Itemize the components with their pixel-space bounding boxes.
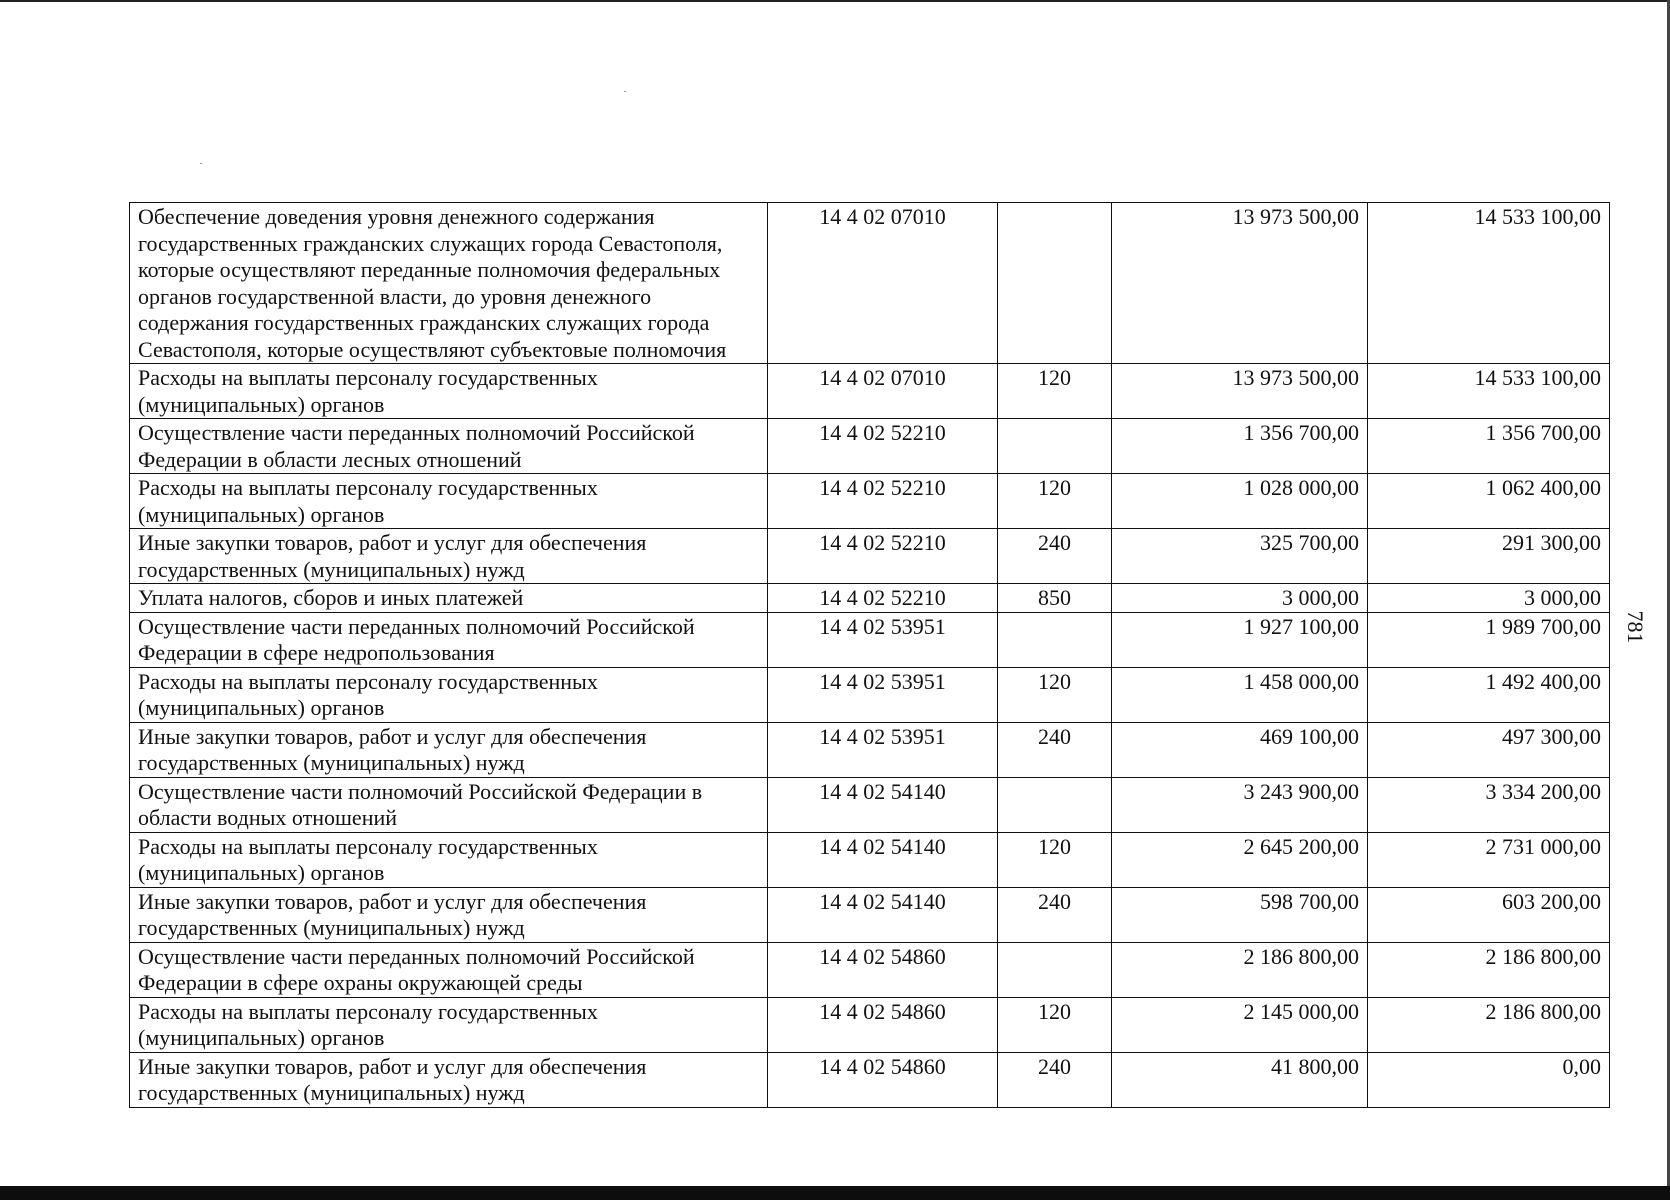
expense-type-code [998,612,1112,667]
target-article-code: 14 4 02 54860 [768,942,998,997]
amount-year-2: 1 989 700,00 [1368,612,1610,667]
target-article-code: 14 4 02 53951 [768,722,998,777]
row-name: Иные закупки товаров, работ и услуг для обеспечения государственных (муниципальных) нужд [130,887,768,942]
table-row [130,529,1610,584]
table-row [130,203,1610,364]
amount-year-1: 13 973 500,00 [1112,203,1368,364]
row-name: Иные закупки товаров, работ и услуг для обеспечения государственных (муниципальных) нужд [130,529,768,584]
amount-year-2: 291 300,00 [1368,529,1610,584]
target-article-code: 14 4 02 53951 [768,612,998,667]
amount-year-1: 1 356 700,00 [1112,419,1368,474]
target-article-code: 14 4 02 54140 [768,887,998,942]
table-row [130,612,1610,667]
target-article-code: 14 4 02 54860 [768,1052,998,1107]
amount-year-1: 2 645 200,00 [1112,832,1368,887]
amount-year-2: 3 000,00 [1368,584,1610,613]
target-article-code: 14 4 02 54140 [768,777,998,832]
expense-type-code: 240 [998,722,1112,777]
amount-year-2: 2 731 000,00 [1368,832,1610,887]
table-row [130,942,1610,997]
amount-year-2: 0,00 [1368,1052,1610,1107]
row-name: Осуществление части переданных полномочий Российской Федерации в сфере недропользования [130,612,768,667]
amount-year-1: 469 100,00 [1112,722,1368,777]
amount-year-2: 1 062 400,00 [1368,474,1610,529]
table-row [130,997,1610,1052]
expense-type-code: 240 [998,1052,1112,1107]
scan-top-border [0,0,1670,2]
table-row [130,887,1610,942]
table-row [130,832,1610,887]
row-name: Уплата налогов, сборов и иных платежей [130,584,768,613]
expense-type-code [998,419,1112,474]
table-row [130,777,1610,832]
amount-year-2: 3 334 200,00 [1368,777,1610,832]
budget-table-body [130,203,1610,1108]
target-article-code: 14 4 02 07010 [768,364,998,419]
table-row [130,584,1610,613]
target-article-code: 14 4 02 52210 [768,529,998,584]
amount-year-2: 2 186 800,00 [1368,942,1610,997]
expense-type-code: 120 [998,667,1112,722]
amount-year-2: 14 533 100,00 [1368,364,1610,419]
amount-year-2: 603 200,00 [1368,887,1610,942]
amount-year-2: 14 533 100,00 [1368,203,1610,364]
row-name: Иные закупки товаров, работ и услуг для обеспечения государственных (муниципальных) нужд [130,722,768,777]
expense-type-code: 120 [998,474,1112,529]
scan-bottom-border [0,1186,1670,1200]
table-row [130,364,1610,419]
expense-type-code: 240 [998,529,1112,584]
row-name: Иные закупки товаров, работ и услуг для обеспечения государственных (муниципальных) нужд [130,1052,768,1107]
amount-year-1: 41 800,00 [1112,1052,1368,1107]
amount-year-1: 325 700,00 [1112,529,1368,584]
row-name: Осуществление части полномочий Российской Федерации в области водных отношений [130,777,768,832]
row-name: Осуществление части переданных полномочий Российской Федерации в области лесных отношений [130,419,768,474]
expense-type-code [998,203,1112,364]
target-article-code: 14 4 02 54140 [768,832,998,887]
amount-year-2: 1 492 400,00 [1368,667,1610,722]
row-name: Обеспечение доведения уровня денежного содержания государственных гражданских служащих города Севастополя, которые осуществляют переданные полномочия федеральных органов государственной власти, до уровня денежного содержания государственных гражданских служащих города Севастополя, которые осуществляют субъектовые полномочия [130,203,768,364]
table-row [130,667,1610,722]
amount-year-2: 2 186 800,00 [1368,997,1610,1052]
target-article-code: 14 4 02 53951 [768,667,998,722]
amount-year-1: 3 243 900,00 [1112,777,1368,832]
page-number: 781 [1623,610,1648,644]
target-article-code: 14 4 02 52210 [768,584,998,613]
table-row [130,419,1610,474]
target-article-code: 14 4 02 54860 [768,997,998,1052]
budget-table [129,202,1610,1108]
amount-year-1: 2 145 000,00 [1112,997,1368,1052]
expense-type-code: 120 [998,997,1112,1052]
amount-year-1: 3 000,00 [1112,584,1368,613]
table-row [130,474,1610,529]
table-row [130,1052,1610,1107]
row-name: Расходы на выплаты персоналу государственных (муниципальных) органов [130,364,768,419]
row-name: Расходы на выплаты персоналу государственных (муниципальных) органов [130,832,768,887]
expense-type-code: 240 [998,887,1112,942]
expense-type-code: 120 [998,364,1112,419]
expense-type-code [998,942,1112,997]
target-article-code: 14 4 02 07010 [768,203,998,364]
target-article-code: 14 4 02 52210 [768,419,998,474]
row-name: Расходы на выплаты персоналу государственных (муниципальных) органов [130,667,768,722]
expense-type-code: 120 [998,832,1112,887]
amount-year-1: 13 973 500,00 [1112,364,1368,419]
target-article-code: 14 4 02 52210 [768,474,998,529]
expense-type-code: 850 [998,584,1112,613]
amount-year-2: 497 300,00 [1368,722,1610,777]
row-name: Расходы на выплаты персоналу государственных (муниципальных) органов [130,474,768,529]
amount-year-1: 1 458 000,00 [1112,667,1368,722]
row-name: Расходы на выплаты персоналу государственных (муниципальных) органов [130,997,768,1052]
scan-speck [200,163,202,164]
expense-type-code [998,777,1112,832]
scan-speck [624,91,626,92]
table-row [130,722,1610,777]
amount-year-1: 1 927 100,00 [1112,612,1368,667]
amount-year-1: 1 028 000,00 [1112,474,1368,529]
amount-year-2: 1 356 700,00 [1368,419,1610,474]
amount-year-1: 598 700,00 [1112,887,1368,942]
amount-year-1: 2 186 800,00 [1112,942,1368,997]
row-name: Осуществление части переданных полномочий Российской Федерации в сфере охраны окружающей среды [130,942,768,997]
